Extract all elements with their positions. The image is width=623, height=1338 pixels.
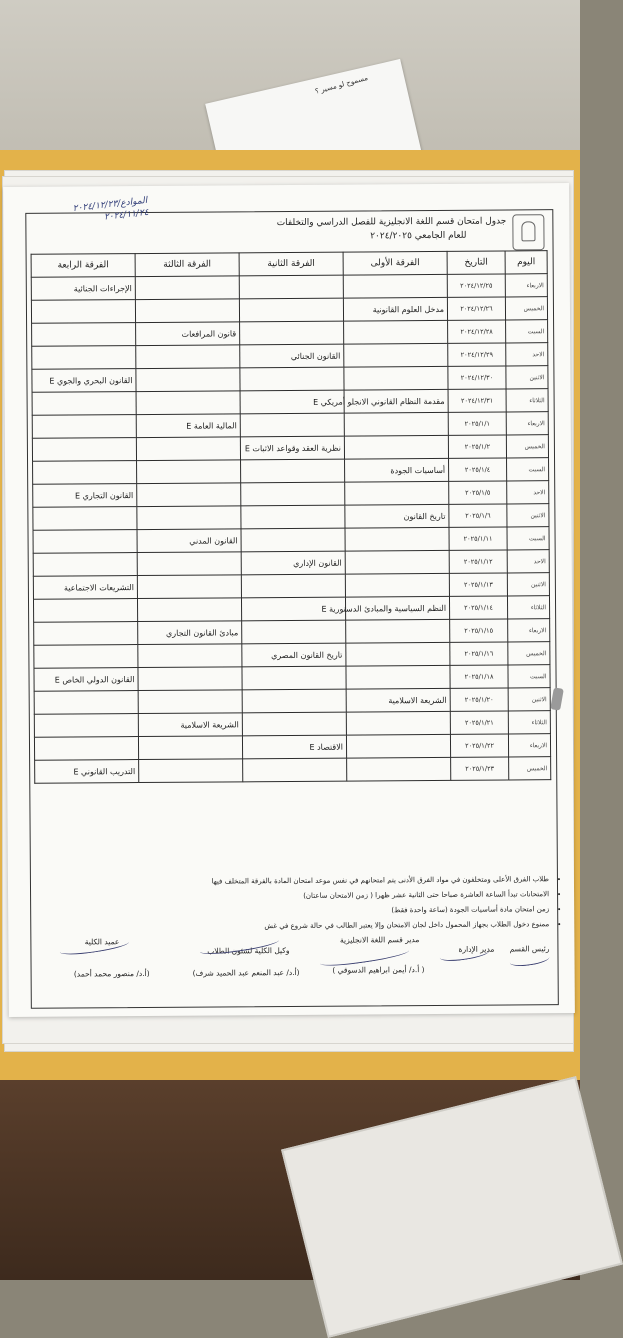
signatures-area [41,935,550,1004]
cell-subject-g4 [34,691,138,715]
cell-subject-g4: القانون البحري والجوي E [32,369,136,393]
cell-day: الخميس [506,435,548,458]
cell-subject-g4 [34,714,138,738]
cell-subject-g3 [138,690,242,714]
cell-subject-g4 [33,507,137,531]
cell-subject-g2 [242,620,346,644]
cell-subject-g1: مقدمة النظام القانوني الانجلو أمريكي E [344,389,448,413]
handwritten-signature [439,945,490,963]
cell-subject-g1: النظم السياسية والمبادئ الدستورية E [345,596,449,620]
cell-subject-g3 [135,299,239,323]
cell-subject-g2 [242,689,346,713]
cell-date: ٢٠٢٤/١٢/٣١ [448,389,506,412]
cell-date: ٢٠٢٥/١/١١ [449,527,507,550]
cell-subject-g2: الاقتصاد E [242,735,346,759]
cell-date: ٢٠٢٥/١/٢٢ [450,734,508,757]
cell-subject-g4: القانون التجاري E [33,484,137,508]
title-line-2: للعام الجامعي ٢٠٢٤/٢٠٢٥ [370,230,467,242]
cell-day: الثلاثاء [507,596,549,619]
note-item: • زمن امتحان مادة أساسيات الجودة (ساعة واحدة فقط) [41,902,549,921]
table-row [35,757,551,784]
cell-subject-g3: مبادئ القانون التجاري [138,621,242,645]
cell-subject-g3 [138,736,242,760]
cell-date: ٢٠٢٥/١/٥ [449,481,507,504]
cell-subject-g3: قانون المرافعات [136,322,240,346]
cell-subject-g3 [137,598,241,622]
cell-date: ٢٠٢٥/١/٢ [448,435,506,458]
cell-subject-g3 [137,506,241,530]
cell-subject-g2: القانون الإداري [241,551,345,575]
cell-day: السبت [507,458,549,481]
sig-head-of-department: رئيس القسم [509,944,550,954]
cell-day: الخميس [505,297,547,320]
sig-department-director-name: ( أ.د/ أيمن ابراهيم الدسوقي ) [332,965,425,975]
cell-day: الاثنين [508,688,550,711]
cell-subject-g2 [242,666,346,690]
cell-day: الاثنين [506,366,548,389]
university-logo-icon [512,214,544,250]
cell-day: السبت [506,320,548,343]
cell-day: الاحد [507,550,549,573]
cell-subject-g1: أساسيات الجودة [345,458,449,482]
cell-subject-g4 [34,622,138,646]
cell-subject-g4: التدريب القانوني E [35,760,139,784]
cell-subject-g2 [241,482,345,506]
cell-date: ٢٠٢٤/١٢/٢٦ [447,297,505,320]
cell-date: ٢٠٢٥/١/٤ [449,458,507,481]
cell-subject-g1 [344,366,448,390]
cell-subject-g1 [346,665,450,689]
cell-subject-g3: المالية العامة E [136,414,240,438]
notes-list [41,872,565,936]
cell-date: ٢٠٢٥/١/١٦ [450,642,508,665]
sig-admin-manager: مدير الإدارة [458,944,495,954]
cell-subject-g4 [33,599,137,623]
cell-day: الثلاثاء [508,711,550,734]
cell-subject-g4 [32,392,136,416]
sig-department-director: مدير قسم اللغة الانجليزية [339,935,420,945]
cell-subject-g1 [346,734,450,758]
sig-dean: عميد الكلية [84,937,120,947]
cell-date: ٢٠٢٥/١/١٢ [449,550,507,573]
cell-date: ٢٠٢٥/١/٢٠ [450,688,508,711]
cell-subject-g3 [139,759,243,783]
cell-subject-g2 [243,758,347,782]
cell-subject-g1 [345,573,449,597]
handwritten-signature [509,951,550,968]
cell-subject-g3 [136,437,240,461]
header-group-2: الفرقة الثانية [239,252,343,276]
cell-date: ٢٠٢٥/١/٦ [449,504,507,527]
cell-subject-g2 [241,459,345,483]
cell-subject-g3 [137,552,241,576]
header-day: اليوم [505,251,547,274]
cell-subject-g3 [135,276,239,300]
cell-date: ٢٠٢٥/١/٢١ [450,711,508,734]
cell-subject-g1 [345,527,449,551]
cell-day: الاربعاء [506,412,548,435]
cell-subject-g2: نظرية العقد وقواعد الاثبات E [240,436,344,460]
cell-day: الاربعاء [508,619,550,642]
cell-date: ٢٠٢٤/١٢/٣٠ [448,366,506,389]
cell-date: ٢٠٢٥/١/٢٣ [451,757,509,780]
cell-subject-g4: القانون الدولي الخاص E [34,668,138,692]
header-group-3: الفرقة الثالثة [135,253,239,277]
title-line-1: جدول امتحان قسم اللغة الانجليزية للفصل الدراسي والتخلفات [276,216,507,229]
cell-subject-g4 [32,438,136,462]
cell-date: ٢٠٢٥/١/١٣ [449,573,507,596]
cell-subject-g1 [346,642,450,666]
cell-subject-g2 [239,275,343,299]
cell-day: السبت [508,665,550,688]
sig-vice-dean-name: (أ.د/ عبد المنعم عبد الحميد شرف) [192,967,300,978]
cell-subject-g1 [347,757,451,781]
sig-dean-name: (أ.د/ منصور محمد أحمد) [73,968,150,979]
cell-subject-g1 [345,481,449,505]
cell-subject-g4 [32,323,136,347]
cell-subject-g1: مدخل العلوم القانونية [343,297,447,321]
cell-subject-g1 [345,550,449,574]
cell-subject-g1 [346,619,450,643]
cell-subject-g2: تاريخ القانون المصري [242,643,346,667]
cell-date: ٢٠٢٤/١٢/٢٥ [447,274,505,297]
cell-subject-g1: الشريعة الاسلامية [346,688,450,712]
cell-subject-g2 [241,574,345,598]
cell-subject-g1: تاريخ القانون [345,504,449,528]
cell-subject-g3 [136,391,240,415]
cell-subject-g3 [138,667,242,691]
cell-date: ٢٠٢٤/١٢/٢٨ [448,320,506,343]
cell-date: ٢٠٢٥/١/١٥ [450,619,508,642]
note-item: • طلاب الفرق الأعلى ومتخلفون في مواد الفرق الأدنى يتم امتحانهم في نفس موعد امتحان المادة بالفرقة المتخلف فيها [41,872,549,891]
cell-day: الاثنين [507,573,549,596]
cell-subject-g1 [346,711,450,735]
cell-subject-g3: الشريعة الاسلامية [138,713,242,737]
cell-subject-g1 [344,320,448,344]
cell-subject-g2 [240,321,344,345]
cell-date: ٢٠٢٥/١/١ [448,412,506,435]
note-item: • الامتحانات تبدأ الساعة العاشرة صباحا حتى الثانية عشر ظهرا ( زمن الامتحان ساعتان) [41,887,549,906]
cell-day: الخميس [508,642,550,665]
cell-day: الخميس [509,757,551,780]
cell-subject-g3 [138,644,242,668]
cell-subject-g3 [136,368,240,392]
cell-subject-g2: القانون الجنائي [240,344,344,368]
cell-date: ٢٠٢٤/١٢/٢٩ [448,343,506,366]
cell-subject-g4: الإجراءات الجنائية [31,277,135,301]
document-title [206,214,506,244]
cell-subject-g2 [240,413,344,437]
exam-schedule-sheet [3,183,575,1017]
cell-day: الاحد [506,343,548,366]
note-text: مسموح لو مسير ؟ [314,73,369,96]
cell-subject-g4 [32,415,136,439]
document-frame [25,195,559,1009]
header-group-1: الفرقة الأولى [343,251,447,275]
cell-day: الاثنين [507,504,549,527]
cell-subject-g1 [344,412,448,436]
cell-subject-g3 [136,345,240,369]
handwritten-note: الموادع/٢٠٢٤/١٢/٢٣ ٢٠٢٤/١١/٢٤ [72,195,150,223]
cell-subject-g3 [137,575,241,599]
cell-day: الاربعاء [505,274,547,297]
cell-day: الثلاثاء [506,389,548,412]
cell-subject-g3 [137,483,241,507]
cell-subject-g2 [240,367,344,391]
cell-subject-g4 [34,737,138,761]
cell-subject-g4: التشريعات الاجتماعية [33,576,137,600]
exam-schedule-table [31,250,552,784]
header-group-4: الفرقة الرابعة [31,254,135,278]
cell-day: الاحد [507,481,549,504]
cell-subject-g1 [344,343,448,367]
cell-date: ٢٠٢٥/١/١٤ [449,596,507,619]
cell-subject-g2 [241,505,345,529]
header-date: التاريخ [447,251,505,274]
cell-subject-g1 [343,274,447,298]
cell-subject-g4 [33,530,137,554]
cell-subject-g3 [137,460,241,484]
cell-subject-g4 [34,645,138,669]
cell-subject-g2 [242,712,346,736]
cell-subject-g4 [32,346,136,370]
note-item: • ممنوع دخول الطلاب بجهاز المحمول داخل لجان الامتحان وإلا يعتبر الطالب في حالة شروع في غش [41,917,549,936]
cell-day: السبت [507,527,549,550]
cell-subject-g2 [239,298,343,322]
cell-subject-g1 [344,435,448,459]
cell-subject-g3: القانون المدني [137,529,241,553]
cell-day: الاربعاء [508,734,550,757]
cell-date: ٢٠٢٥/١/١٨ [450,665,508,688]
table-body [31,274,551,784]
sig-vice-dean: وكيل الكلية لشئون الطلاب [207,946,290,956]
cell-subject-g4 [33,461,137,485]
cell-subject-g4 [33,553,137,577]
cell-subject-g4 [31,300,135,324]
cell-subject-g2 [241,528,345,552]
